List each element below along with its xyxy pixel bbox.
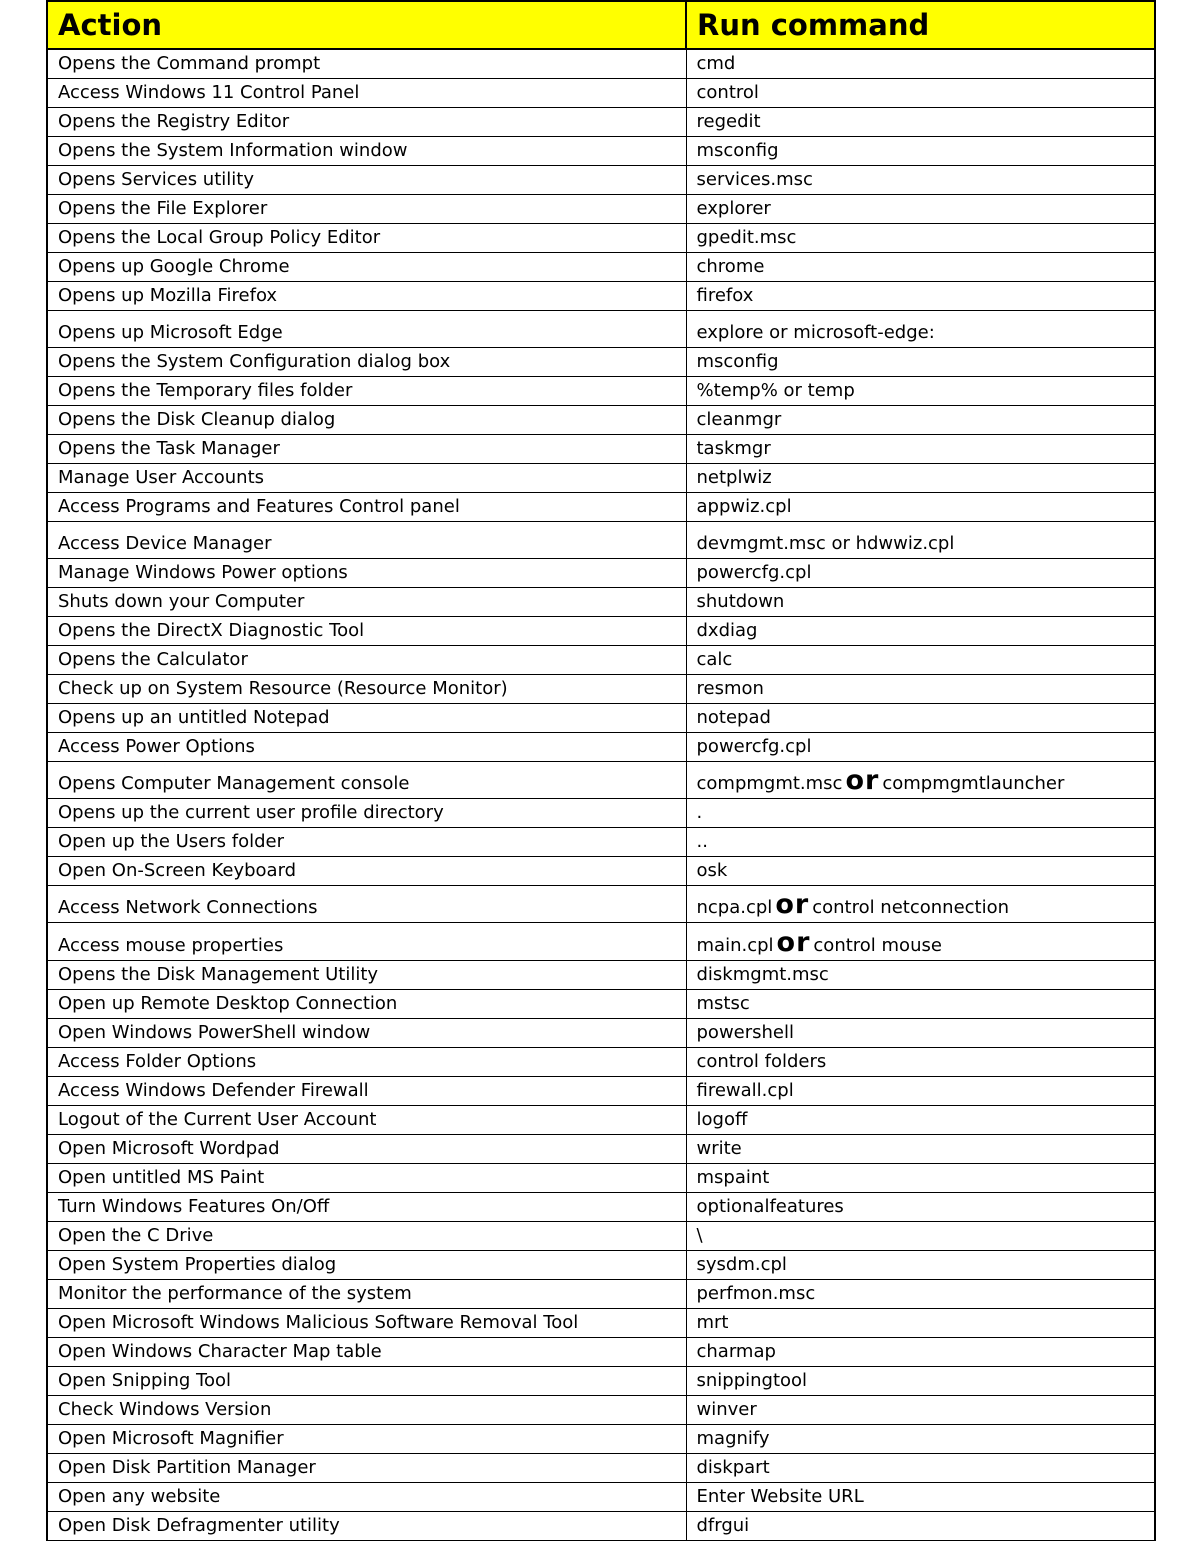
- command-cell: powershell: [686, 1019, 1155, 1048]
- or-separator: or: [775, 889, 810, 920]
- header-action: Action: [47, 1, 686, 49]
- action-cell: Access Network Connections: [47, 886, 686, 923]
- table-row: [47, 857, 1155, 886]
- action-cell: Check Windows Version: [47, 1396, 686, 1425]
- action-cell: Access Power Options: [47, 733, 686, 762]
- table-row: [47, 1454, 1155, 1483]
- table-row: [47, 224, 1155, 253]
- table-row: [47, 588, 1155, 617]
- command-cell: shutdown: [686, 588, 1155, 617]
- action-cell: Opens the DirectX Diagnostic Tool: [47, 617, 686, 646]
- command-cell: Enter Website URL: [686, 1483, 1155, 1512]
- table-row: [47, 1106, 1155, 1135]
- table-row: [47, 522, 1155, 559]
- table-row: [47, 1019, 1155, 1048]
- action-cell: Access mouse properties: [47, 923, 686, 961]
- command-part: control netconnection: [812, 897, 1010, 918]
- table-row: [47, 675, 1155, 704]
- header-row: [47, 1, 1155, 49]
- table-row: [47, 464, 1155, 493]
- table-row: [47, 1280, 1155, 1309]
- command-cell: control folders: [686, 1048, 1155, 1077]
- command-part: main.cpl: [696, 935, 774, 956]
- command-cell: resmon: [686, 675, 1155, 704]
- table-row: [47, 195, 1155, 224]
- action-cell: Manage Windows Power options: [47, 559, 686, 588]
- table-row: [47, 49, 1155, 79]
- action-cell: Opens Computer Management console: [47, 762, 686, 799]
- command-part: compmgmt.msc: [696, 773, 843, 794]
- action-cell: Logout of the Current User Account: [47, 1106, 686, 1135]
- action-cell: Open Microsoft Windows Malicious Software Removal Tool: [47, 1309, 686, 1338]
- action-cell: Opens up Microsoft Edge: [47, 311, 686, 348]
- action-cell: Access Folder Options: [47, 1048, 686, 1077]
- action-cell: Open untitled MS Paint: [47, 1164, 686, 1193]
- command-cell: snippingtool: [686, 1367, 1155, 1396]
- action-cell: Opens the File Explorer: [47, 195, 686, 224]
- command-cell: mrt: [686, 1309, 1155, 1338]
- table-row: [47, 1512, 1155, 1541]
- command-cell: taskmgr: [686, 435, 1155, 464]
- command-cell: services.msc: [686, 166, 1155, 195]
- command-cell: calc: [686, 646, 1155, 675]
- action-cell: Open up Remote Desktop Connection: [47, 990, 686, 1019]
- command-cell: cmd: [686, 49, 1155, 79]
- command-part: compmgmtlauncher: [882, 773, 1065, 794]
- table-row: [47, 108, 1155, 137]
- action-cell: Opens up the current user profile directory: [47, 799, 686, 828]
- action-cell: Open Disk Defragmenter utility: [47, 1512, 686, 1541]
- command-cell: powercfg.cpl: [686, 559, 1155, 588]
- command-cell: %temp% or temp: [686, 377, 1155, 406]
- action-cell: Open Snipping Tool: [47, 1367, 686, 1396]
- action-cell: Opens the Task Manager: [47, 435, 686, 464]
- action-cell: Access Windows 11 Control Panel: [47, 79, 686, 108]
- action-cell: Opens the Registry Editor: [47, 108, 686, 137]
- table-row: [47, 646, 1155, 675]
- table-row: [47, 617, 1155, 646]
- run-commands-table: [46, 0, 1156, 1541]
- action-cell: Check up on System Resource (Resource Monitor): [47, 675, 686, 704]
- command-cell: chrome: [686, 253, 1155, 282]
- command-part: control mouse: [813, 935, 942, 956]
- table-row: [47, 137, 1155, 166]
- table-row: [47, 253, 1155, 282]
- table-row: [47, 559, 1155, 588]
- command-cell: optionalfeatures: [686, 1193, 1155, 1222]
- command-cell: write: [686, 1135, 1155, 1164]
- command-cell: msconfig: [686, 348, 1155, 377]
- table-row: [47, 762, 1155, 799]
- action-cell: Opens up Google Chrome: [47, 253, 686, 282]
- action-cell: Opens the Disk Management Utility: [47, 961, 686, 990]
- command-cell: sysdm.cpl: [686, 1251, 1155, 1280]
- action-cell: Opens the Calculator: [47, 646, 686, 675]
- table-row: [47, 1425, 1155, 1454]
- command-cell: cleanmgr: [686, 406, 1155, 435]
- action-cell: Open On-Screen Keyboard: [47, 857, 686, 886]
- action-cell: Open Disk Partition Manager: [47, 1454, 686, 1483]
- action-cell: Access Device Manager: [47, 522, 686, 559]
- command-cell: mspaint: [686, 1164, 1155, 1193]
- command-cell: explore or microsoft-edge:: [686, 311, 1155, 348]
- table-row: [47, 733, 1155, 762]
- table-row: [47, 493, 1155, 522]
- command-cell: \: [686, 1222, 1155, 1251]
- action-cell: Open the C Drive: [47, 1222, 686, 1251]
- table-row: [47, 1193, 1155, 1222]
- command-cell: ..: [686, 828, 1155, 857]
- action-cell: Monitor the performance of the system: [47, 1280, 686, 1309]
- action-cell: Open Windows PowerShell window: [47, 1019, 686, 1048]
- command-cell: magnify: [686, 1425, 1155, 1454]
- command-cell: netplwiz: [686, 464, 1155, 493]
- command-cell: diskmgmt.msc: [686, 961, 1155, 990]
- table-row: [47, 1164, 1155, 1193]
- command-cell: [686, 886, 1155, 923]
- table-row: [47, 990, 1155, 1019]
- action-cell: Access Programs and Features Control panel: [47, 493, 686, 522]
- table-row: [47, 923, 1155, 961]
- command-cell: notepad: [686, 704, 1155, 733]
- action-cell: Opens up Mozilla Firefox: [47, 282, 686, 311]
- command-cell: msconfig: [686, 137, 1155, 166]
- command-cell: explorer: [686, 195, 1155, 224]
- action-cell: Open any website: [47, 1483, 686, 1512]
- or-separator: or: [845, 765, 880, 796]
- command-cell: devmgmt.msc or hdwwiz.cpl: [686, 522, 1155, 559]
- table-row: [47, 1483, 1155, 1512]
- table-body: [47, 49, 1155, 1541]
- command-cell: winver: [686, 1396, 1155, 1425]
- command-part: ncpa.cpl: [696, 897, 773, 918]
- command-cell: logoff: [686, 1106, 1155, 1135]
- command-cell: mstsc: [686, 990, 1155, 1019]
- table-row: [47, 1367, 1155, 1396]
- command-cell: .: [686, 799, 1155, 828]
- action-cell: Opens the Local Group Policy Editor: [47, 224, 686, 253]
- table-row: [47, 1309, 1155, 1338]
- action-cell: Opens the Disk Cleanup dialog: [47, 406, 686, 435]
- table-row: [47, 377, 1155, 406]
- action-cell: Opens Services utility: [47, 166, 686, 195]
- action-cell: Open up the Users folder: [47, 828, 686, 857]
- action-cell: Opens up an untitled Notepad: [47, 704, 686, 733]
- action-cell: Opens the Temporary files folder: [47, 377, 686, 406]
- or-separator: or: [776, 927, 811, 958]
- table-row: [47, 799, 1155, 828]
- table-row: [47, 166, 1155, 195]
- table-row: [47, 886, 1155, 923]
- table-row: [47, 406, 1155, 435]
- table-row: [47, 1222, 1155, 1251]
- table-row: [47, 1048, 1155, 1077]
- table-row: [47, 1251, 1155, 1280]
- command-cell: control: [686, 79, 1155, 108]
- table-row: [47, 79, 1155, 108]
- table-row: [47, 282, 1155, 311]
- action-cell: Opens the System Information window: [47, 137, 686, 166]
- table-row: [47, 311, 1155, 348]
- action-cell: Open Microsoft Wordpad: [47, 1135, 686, 1164]
- action-cell: Open Windows Character Map table: [47, 1338, 686, 1367]
- command-cell: firefox: [686, 282, 1155, 311]
- command-cell: powercfg.cpl: [686, 733, 1155, 762]
- command-cell: firewall.cpl: [686, 1077, 1155, 1106]
- table-row: [47, 348, 1155, 377]
- command-cell: [686, 762, 1155, 799]
- header-run-command: Run command: [686, 1, 1155, 49]
- action-cell: Opens the Command prompt: [47, 49, 686, 79]
- table-row: [47, 704, 1155, 733]
- table-row: [47, 1077, 1155, 1106]
- action-cell: Open System Properties dialog: [47, 1251, 686, 1280]
- table-row: [47, 1338, 1155, 1367]
- command-cell: charmap: [686, 1338, 1155, 1367]
- action-cell: Shuts down your Computer: [47, 588, 686, 617]
- command-cell: perfmon.msc: [686, 1280, 1155, 1309]
- table-row: [47, 1396, 1155, 1425]
- command-cell: [686, 923, 1155, 961]
- table-row: [47, 435, 1155, 464]
- action-cell: Access Windows Defender Firewall: [47, 1077, 686, 1106]
- table-row: [47, 828, 1155, 857]
- command-cell: dxdiag: [686, 617, 1155, 646]
- action-cell: Opens the System Configuration dialog box: [47, 348, 686, 377]
- action-cell: Turn Windows Features On/Off: [47, 1193, 686, 1222]
- action-cell: Open Microsoft Magnifier: [47, 1425, 686, 1454]
- table-row: [47, 1135, 1155, 1164]
- command-cell: diskpart: [686, 1454, 1155, 1483]
- command-cell: regedit: [686, 108, 1155, 137]
- table-row: [47, 961, 1155, 990]
- command-cell: dfrgui: [686, 1512, 1155, 1541]
- action-cell: Manage User Accounts: [47, 464, 686, 493]
- command-cell: gpedit.msc: [686, 224, 1155, 253]
- command-cell: appwiz.cpl: [686, 493, 1155, 522]
- command-cell: osk: [686, 857, 1155, 886]
